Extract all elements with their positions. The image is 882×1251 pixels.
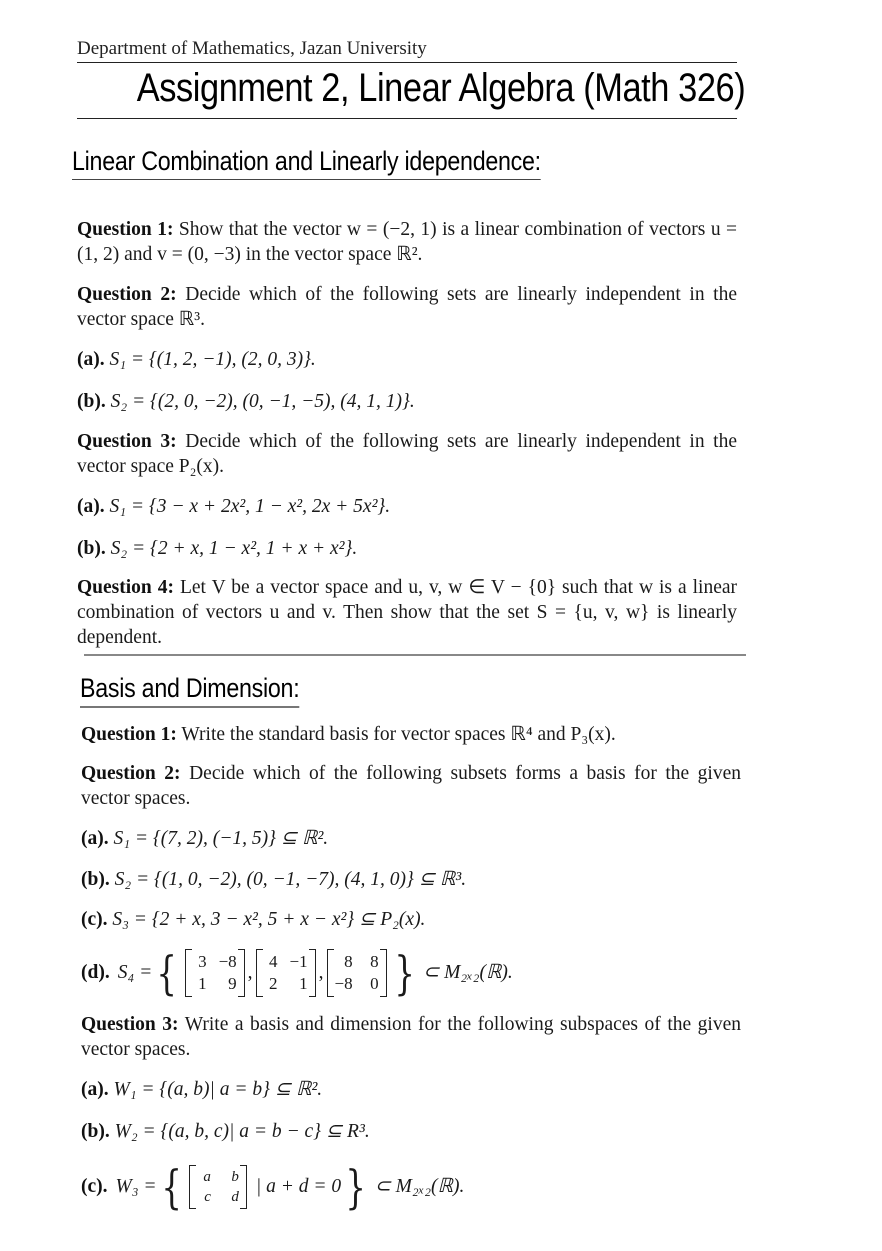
question-label: Question 3: xyxy=(77,431,177,452)
s1-q3-part-a xyxy=(77,494,390,519)
part-text: S₁ = {3 − x + 2x², 1 − x², 2x + 5x²}. xyxy=(109,496,391,517)
part-label: (a). xyxy=(81,828,109,849)
s1-q2-part-b xyxy=(77,389,415,414)
left-brace: { xyxy=(160,1159,182,1214)
s2-question-2 xyxy=(81,761,741,811)
section-heading-linear-combination: Linear Combination and Linearly idependence: xyxy=(72,146,541,180)
part-text: S₂ = {2 + x, 1 − x², 1 + x + x²}. xyxy=(110,538,358,559)
part-text: S₁ = {(1, 2, −1), (2, 0, 3)}. xyxy=(109,349,316,370)
page-title: Assignment 2, Linear Algebra (Math 326) xyxy=(136,66,746,110)
question-text: Write the standard basis for vector spaces ℝ⁴ and P₃(x). xyxy=(181,724,616,745)
part-label: (b). xyxy=(81,1121,110,1142)
s1-question-2 xyxy=(77,282,737,332)
s2-q3-part-c xyxy=(81,1158,464,1215)
question-label: Question 2: xyxy=(77,284,177,305)
question-text: Decide which of the following sets are linearly independent in the vector space P₂(x). xyxy=(77,431,737,477)
part-text: S₂ = {(1, 0, −2), (0, −1, −7), (4, 1, 0)} ⊆ ℝ³. xyxy=(114,869,467,890)
s2-q2-part-c xyxy=(81,907,425,932)
part-label: (d). xyxy=(81,961,110,983)
department-name: Department of Mathematics, Jazan University xyxy=(77,38,427,59)
matrix-cell: 2 xyxy=(269,973,278,993)
containing-space: ⊂ M₂ₓ₂(ℝ). xyxy=(422,961,513,983)
s2-q2-part-d: (d). S₄ = { 3 −8 1 9 , 4 −1 2 1 , 8 8 −8 0 } ⊂ M₂ₓ₂(ℝ). xyxy=(81,945,513,1000)
matrix-cell: b xyxy=(231,1168,239,1185)
question-text: Let V be a vector space and u, v, w ∈ V − {0} such that w is a linear combination of vectors u and v. Then show that the set S = {u, v, w} is linearly dependent. xyxy=(77,577,738,648)
question-label: Question 3: xyxy=(81,1014,179,1035)
matrix-cell: 8 xyxy=(370,951,379,971)
part-label: (c). xyxy=(81,1175,108,1197)
part-text: S₃ = {2 + x, 3 − x², 5 + x − x²} ⊆ P₂(x). xyxy=(112,909,426,930)
matrix-cell: 8 xyxy=(344,951,353,971)
matrix-cell: −8 xyxy=(218,951,237,971)
part-text: S₂ = {(2, 0, −2), (0, −1, −5), (4, 1, 1)}. xyxy=(110,391,415,412)
part-label: (b). xyxy=(77,538,106,559)
part-label: (c). xyxy=(81,909,108,930)
matrix-cell: 9 xyxy=(228,973,237,993)
s1-question-4 xyxy=(77,575,737,650)
right-brace: } xyxy=(345,1159,367,1214)
left-brace: { xyxy=(156,945,178,1000)
set-name: S₄ = xyxy=(117,961,153,983)
question-label: Question 2: xyxy=(81,763,181,784)
question-text: Decide which of the following subsets forms a basis for the given vector spaces. xyxy=(81,763,742,809)
question-text: Write a basis and dimension for the following subspaces of the given vector spaces. xyxy=(81,1014,741,1060)
matrix-abcd xyxy=(189,1165,247,1209)
section-heading-basis-dimension: Basis and Dimension: xyxy=(80,673,299,708)
s2-question-1 xyxy=(81,722,741,747)
question-label: Question 4: xyxy=(77,577,174,598)
s2-question-3 xyxy=(81,1012,741,1062)
s1-question-3 xyxy=(77,429,737,479)
part-label: (b). xyxy=(81,869,110,890)
matrix-cell: 3 xyxy=(198,951,207,971)
question-label: Question 1: xyxy=(81,724,177,745)
part-text: W₂ = {(a, b, c)| a = b − c} ⊆ R³. xyxy=(114,1121,370,1142)
question-text: Show that the vector w = (−2, 1) is a linear combination of vectors u = (1, 2) and v = (0, −3) in the vector space ℝ². xyxy=(77,219,738,265)
matrix-cell: 4 xyxy=(269,951,278,971)
matrix-1 xyxy=(185,949,245,997)
part-label: (b). xyxy=(77,391,106,412)
right-brace: } xyxy=(394,945,415,1000)
matrix-3 xyxy=(327,949,387,997)
part-text: W₁ = {(a, b)| a = b} ⊆ ℝ². xyxy=(113,1079,323,1100)
matrix-2 xyxy=(256,949,316,997)
part-label: (a). xyxy=(81,1079,109,1100)
matrix-cell: 1 xyxy=(299,973,308,993)
set-condition: | a + d = 0 xyxy=(255,1175,342,1197)
matrix-cell: 0 xyxy=(370,973,379,993)
question-label: Question 1: xyxy=(77,219,174,240)
s2-q2-part-a xyxy=(81,826,328,851)
s2-q3-part-b xyxy=(81,1119,370,1144)
part-label: (a). xyxy=(77,349,105,370)
matrix-cell: −1 xyxy=(289,951,308,971)
s1-q2-part-a xyxy=(77,347,316,372)
set-name: W₃ = xyxy=(115,1175,157,1197)
containing-space: ⊂ M₂ₓ₂(ℝ). xyxy=(374,1175,465,1197)
matrix-cell: c xyxy=(204,1188,211,1205)
part-label: (a). xyxy=(77,496,105,517)
matrix-cell: −8 xyxy=(334,973,353,993)
header-rule-top xyxy=(77,62,737,63)
question-text: Decide which of the following sets are linearly independent in the vector space ℝ³. xyxy=(77,284,737,330)
header-rule-bottom xyxy=(77,118,737,119)
part-text: S₁ = {(7, 2), (−1, 5)} ⊆ ℝ². xyxy=(113,828,329,849)
s1-q3-part-b xyxy=(77,536,357,561)
section-divider xyxy=(84,654,746,656)
s2-q2-part-b xyxy=(81,867,466,892)
matrix-cell: 1 xyxy=(198,973,207,993)
s1-question-1 xyxy=(77,217,737,267)
s2-q3-part-a xyxy=(81,1077,322,1102)
matrix-cell: a xyxy=(203,1168,211,1185)
matrix-cell: d xyxy=(231,1188,239,1205)
